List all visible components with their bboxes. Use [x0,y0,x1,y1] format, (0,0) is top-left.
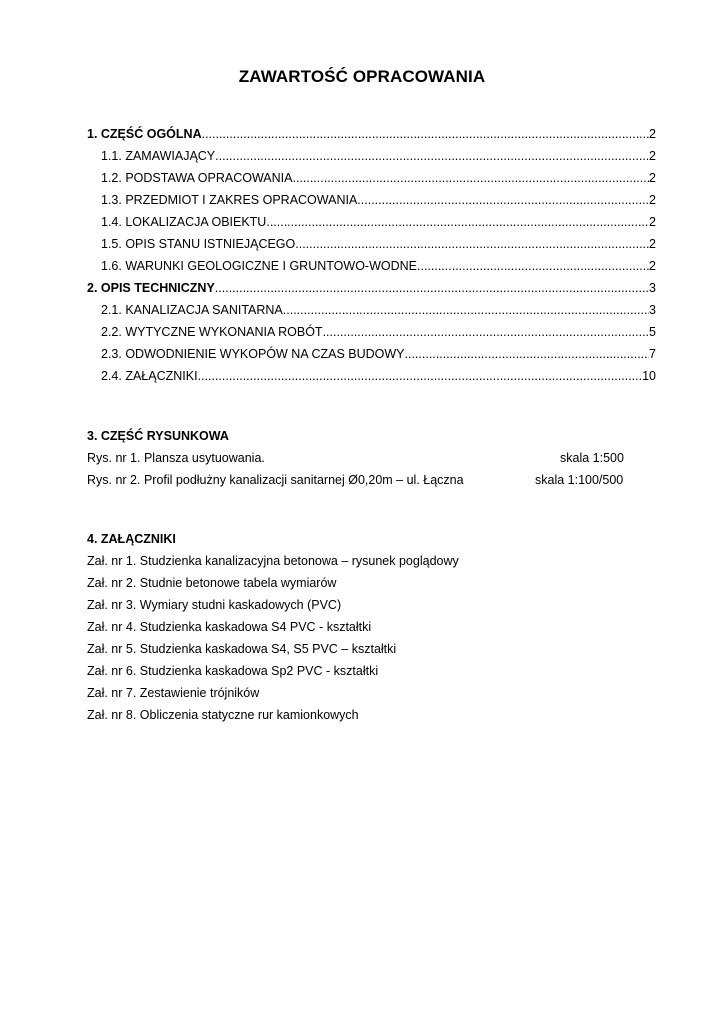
toc-leader [357,189,649,211]
toc-label: 1.6. WARUNKI GEOLOGICZNE I GRUNTOWO-WODNE [101,259,417,273]
toc-row [87,167,656,189]
drawings-heading: 3. CZĘŚĆ RYSUNKOWA [87,429,229,443]
toc-leader [323,321,649,343]
attachment-item: Zał. nr 4. Studzienka kaskadowa S4 PVC - kształtki [87,620,372,634]
toc-page: 2 [649,127,656,141]
toc-row [87,211,656,233]
toc-page: 10 [642,369,656,383]
attachment-item: Zał. nr 5. Studzienka kaskadowa S4, S5 PVC – kształtki [87,642,397,656]
toc-row [87,277,656,299]
drawing-item [87,469,647,491]
toc-page: 3 [649,303,656,317]
toc-page: 2 [649,171,656,185]
toc-label: 1.4. LOKALIZACJA OBIEKTU [101,215,267,229]
attachment-item: Zał. nr 8. Obliczenia statyczne rur kamionkowych [87,708,359,722]
drawing-scale: skala 1:500 [560,451,624,465]
toc-label: 2.1. KANALIZACJA SANITARNA [101,303,283,317]
drawing-label: Rys. nr 1. Plansza usytuowania. [87,451,265,465]
toc-leader [215,145,649,167]
toc-leader [202,123,649,145]
drawing-scale: skala 1:100/500 [535,473,624,487]
toc-label: 2. OPIS TECHNICZNY [87,281,215,295]
toc-row [87,123,656,145]
toc-label: 1.3. PRZEDMIOT I ZAKRES OPRACOWANIA [101,193,358,207]
toc-leader [198,365,643,387]
attachment-item: Zał. nr 6. Studzienka kaskadowa Sp2 PVC - kształtki [87,664,379,678]
toc-row [87,255,656,277]
attachment-item: Zał. nr 7. Zestawienie trójników [87,686,260,700]
toc-label: 1. CZĘŚĆ OGÓLNA [87,127,202,141]
toc-row [87,321,656,343]
toc-label: 2.4. ZAŁĄCZNIKI [101,369,198,383]
toc-row [87,299,656,321]
toc-page: 3 [649,281,656,295]
toc-label: 2.3. ODWODNIENIE WYKOPÓW NA CZAS BUDOWY [101,347,405,361]
toc-row [87,189,656,211]
attachment-item: Zał. nr 3. Wymiary studni kaskadowych (PVC) [87,598,342,612]
toc-row [87,365,656,387]
toc-leader [215,277,649,299]
toc-label: 2.2. WYTYCZNE WYKONANIA ROBÓT [101,325,323,339]
toc-label: 1.1. ZAMAWIAJĄCY [101,149,216,163]
table-of-contents [87,123,656,387]
toc-page: 2 [649,193,656,207]
attachment-item: Zał. nr 2. Studnie betonowe tabela wymiarów [87,576,337,590]
attachments-heading: 4. ZAŁĄCZNIKI [87,532,176,546]
toc-page: 2 [649,149,656,163]
drawings-section [87,425,647,491]
toc-row [87,343,656,365]
attachment-item: Zał. nr 1. Studzienka kanalizacyjna betonowa – rysunek poglądowy [87,554,459,568]
toc-row [87,145,656,167]
drawing-label: Rys. nr 2. Profil podłużny kanalizacji sanitarnej Ø0,20m – ul. Łączna [87,473,464,487]
toc-label: 1.2. PODSTAWA OPRACOWANIA [101,171,293,185]
toc-leader [266,211,649,233]
toc-leader [295,233,649,255]
toc-page: 2 [649,259,656,273]
toc-page: 5 [649,325,656,339]
toc-leader [405,343,650,365]
toc-leader [292,167,649,189]
toc-row [87,233,656,255]
toc-label: 1.5. OPIS STANU ISTNIEJĄCEGO [101,237,296,251]
toc-page: 2 [649,237,656,251]
toc-leader [283,299,649,321]
toc-leader [417,255,649,277]
page-title: ZAWARTOŚĆ OPRACOWANIA [238,67,486,86]
toc-page: 2 [649,215,656,229]
toc-page: 7 [649,347,656,361]
attachments-section [87,528,647,726]
drawing-item [87,447,647,469]
